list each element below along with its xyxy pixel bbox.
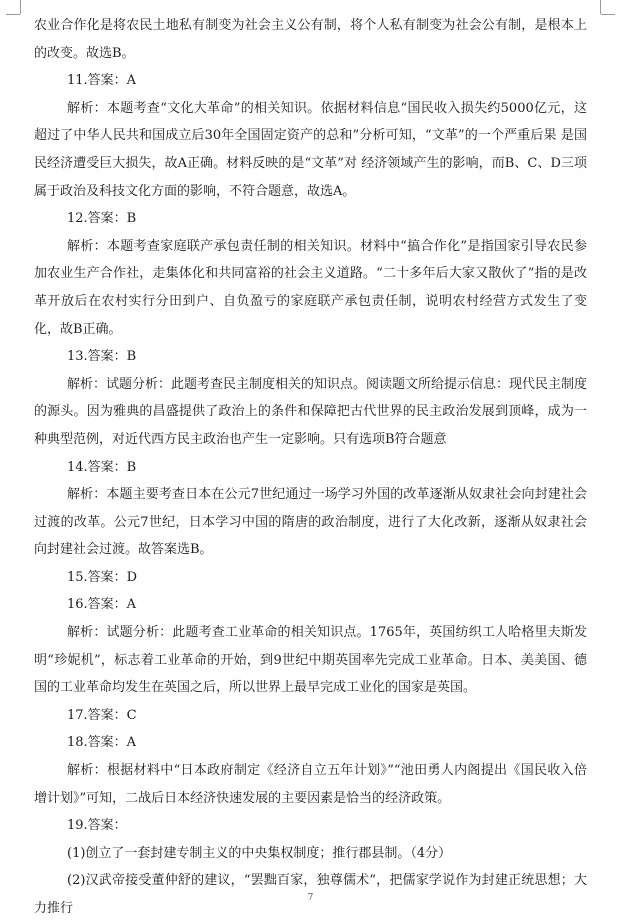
page-number: 7 xyxy=(307,893,314,903)
page-corner-mark-right xyxy=(600,0,601,14)
explanation-paragraph: 解析：本题考查家庭联产承包责任制的相关知识。材料中“搞合作化”是指国家引导农民参加农业生产合作社，走集体化和共同富裕的社会主义道路。“二十多年后大家又散伙了”指的是改革开放后在农村实行分田到户、自负盈亏的家庭联产承包责任制，说明农村经营方式发生了变化，故B正确。 xyxy=(34,238,587,337)
answer-line: 18.答案：A xyxy=(67,735,137,751)
paragraph: 农业合作化是将农民土地私有制变为社会主义公有制，将个人私有制变为社会公有制，是根本上的改变。故选B。 xyxy=(34,18,587,61)
answer-line: 14.答案：B xyxy=(67,459,137,475)
page-corner-mark-right-horizontal xyxy=(601,14,615,15)
answer-item: (1)创立了一套封建专制主义的中央集权制度；推行郡县制。（4分） xyxy=(67,845,452,861)
answer-line: 17.答案：C xyxy=(67,707,137,723)
explanation-paragraph: 解析：本题主要考查日本在公元7世纪通过一场学习外国的改革逐渐从奴隶社会向封建社会过渡的改革。公元7世纪，日本学习中国的隋唐的政治制度，进行了大化改新，逐渐从奴隶社会向封建社会过渡。故答案选B。 xyxy=(34,487,587,558)
document-page xyxy=(34,12,587,923)
explanation-paragraph: 解析：本题考查“文化大革命”的相关知识。依据材料信息“国民收入损失约5000亿元，这超过了中华人民共和国成立后30年全国固定资产的总和”分析可知，“文革”的一个严重后果 是国民经济遭受巨大损失，故A正确。材料反映的是“文革”对 经济领域产生的影响，而B、C、D三项属于政治及科技文化方面的影响，不符合题意，故选A。 xyxy=(34,100,587,199)
answer-item: (2)汉武帝接受董仲舒的建议，“罢黜百家，独尊儒术”，把儒家学说作为封建正统思想；大力推行 xyxy=(34,873,587,916)
answer-line: 13.答案：B xyxy=(67,349,137,365)
answer-line: 16.答案：A xyxy=(67,597,137,613)
explanation-paragraph: 解析：根据材料中“日本政府制定《经济自立五年计划》”“池田勇人内阁提出《国民收入倍增计划》”可知，二战后日本经济快速发展的主要因素是恰当的经济政策。 xyxy=(34,763,587,806)
explanation-paragraph: 解析：试题分析：此题考查工业革命的相关知识点。1765年，英国纺织工人哈格里夫斯发明“珍妮机”，标志着工业革命的开始，到9世纪中期英国率先完成工业革命。日本、美美国、德国的工业革命均发生在英国之后，所以世界上最早完成工业化的国家是英国。 xyxy=(34,625,587,696)
page-corner-mark-left-horizontal xyxy=(6,14,20,15)
answer-line: 15.答案：D xyxy=(67,569,138,585)
answer-line: 19.答案： xyxy=(67,818,127,834)
page-corner-mark-left xyxy=(20,0,21,14)
answer-line: 11.答案：A xyxy=(67,73,137,89)
explanation-paragraph: 解析：试题分析：此题考查民主制度相关的知识点。阅读题文所给提示信息：现代民主制度的源头。因为雅典的昌盛提供了政治上的条件和保障把古代世界的民主政治发展到顶峰，成为一种典型范例，对近代西方民主政治也产生一定影响。只有选项B符合题意 xyxy=(34,376,588,447)
answer-line: 12.答案：B xyxy=(67,211,137,227)
